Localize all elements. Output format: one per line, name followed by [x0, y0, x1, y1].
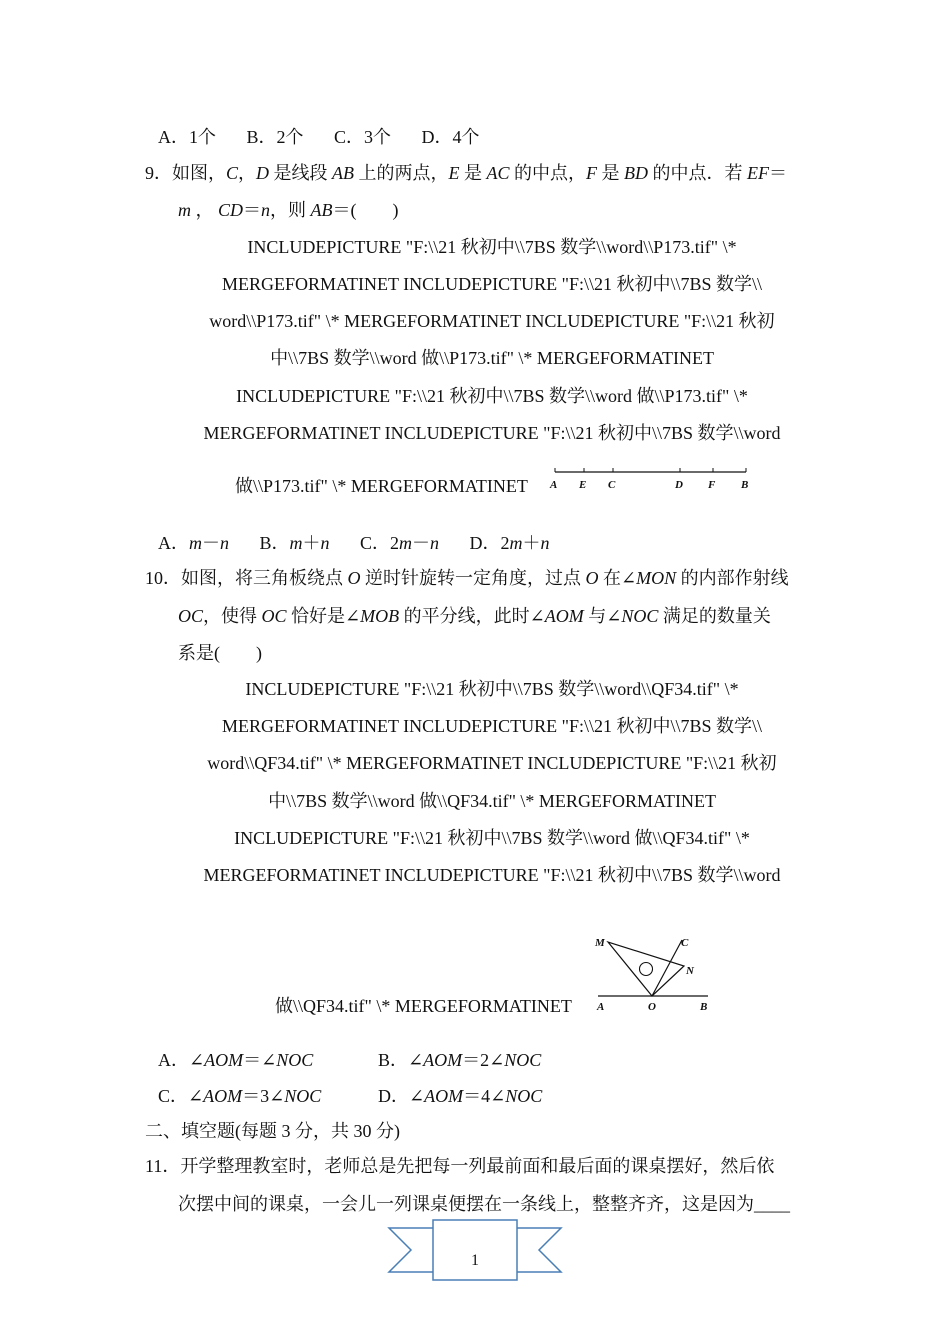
- point-label-b: B: [741, 479, 749, 491]
- q10-stem-line1: 10．如图，将三角板绕点 O 逆时针旋转一定角度，过点 O 在∠MON 的内部作射线: [145, 568, 789, 588]
- q9-stem-line1: 9．如图，C，D 是线段 AB 上的两点，E 是 AC 的中点，F 是 BD 的中点．若 EF＝: [145, 163, 788, 183]
- q9-options: [158, 532, 576, 554]
- point-label-c: C: [681, 937, 689, 949]
- q9-include-last: 做\\P173.tif" \* MERGEFORMATINET: [235, 476, 528, 496]
- q10-angle-figure: [592, 932, 714, 1014]
- point-label-d: D: [675, 479, 683, 491]
- q9-option-d: D．2m＋n: [469, 533, 550, 553]
- q10-option-b: B．∠AOM＝2∠NOC: [378, 1050, 542, 1070]
- q10-options-row2: [158, 1085, 542, 1107]
- q9-option-a: A．m－n: [158, 533, 229, 553]
- q9-option-b: B．m＋n: [259, 533, 330, 553]
- point-label-n: N: [686, 965, 694, 977]
- q8-option-d: D．4个: [421, 127, 480, 147]
- point-label-o: O: [648, 1001, 656, 1013]
- q10-option-a: A．∠AOM＝∠NOC: [158, 1050, 314, 1070]
- point-label-m: M: [595, 937, 605, 949]
- q9-include-line: INCLUDEPICTURE "F:\\21 秋初中\\7BS 数学\\word 做\\P173.tif" \*: [236, 386, 748, 406]
- q8-option-a: A．1个: [158, 127, 216, 147]
- q9-stem-line2: m ， CD＝n，则 AB＝( ): [178, 200, 399, 220]
- point-label-e: E: [579, 479, 587, 491]
- q8-option-b: B．2个: [246, 127, 304, 147]
- q10-option-d: D．∠AOM＝4∠NOC: [378, 1086, 543, 1106]
- q10-include-line: MERGEFORMATINET INCLUDEPICTURE "F:\\21 秋初中\\7BS 数学\\: [221, 716, 763, 736]
- q10-include-last: 做\\QF34.tif" \* MERGEFORMATINET: [275, 996, 572, 1016]
- page-number: 1: [471, 1252, 479, 1269]
- q11-stem-line1: 11．开学整理教室时，老师总是先把每一列最前面和最后面的课桌摆好，然后依: [145, 1156, 775, 1176]
- q9-include-line: INCLUDEPICTURE "F:\\21 秋初中\\7BS 数学\\word\\P173.tif" \*: [247, 237, 737, 257]
- point-label-c: C: [608, 479, 616, 491]
- point-label-f: F: [708, 479, 716, 491]
- q8-options: [158, 126, 506, 148]
- q10-stem-line3: 系是( ): [178, 643, 262, 663]
- q10-include-line: 中\\7BS 数学\\word 做\\QF34.tif" \* MERGEFORMATINET: [268, 791, 716, 811]
- q10-include-line: INCLUDEPICTURE "F:\\21 秋初中\\7BS 数学\\word 做\\QF34.tif" \*: [234, 828, 750, 848]
- q10-include-line: word\\QF34.tif" \* MERGEFORMATINET INCLUDEPICTURE "F:\\21 秋初: [207, 753, 777, 773]
- q10-include-line: MERGEFORMATINET INCLUDEPICTURE "F:\\21 秋初中\\7BS 数学\\word: [203, 865, 781, 885]
- q11-stem-line2: 次摆中间的课桌，一会儿一列课桌便摆在一条线上，整整齐齐，这是因为____: [178, 1194, 790, 1214]
- q10-options-row1: [158, 1049, 541, 1071]
- q9-segment-figure: [546, 462, 756, 496]
- q9-include-line: MERGEFORMATINET INCLUDEPICTURE "F:\\21 秋初中\\7BS 数学\\: [221, 274, 763, 294]
- section-2-heading: 二、填空题(每题 3 分，共 30 分): [145, 1121, 400, 1141]
- q9-option-c: C．2m－n: [360, 533, 440, 553]
- point-label-a: A: [597, 1001, 605, 1013]
- q10-stem-line2: OC，使得 OC 恰好是∠MOB 的平分线，此时∠AOM 与∠NOC 满足的数量关: [178, 606, 771, 626]
- q9-include-line: 中\\7BS 数学\\word 做\\P173.tif" \* MERGEFORMATINET: [270, 348, 714, 368]
- q10-include-line: INCLUDEPICTURE "F:\\21 秋初中\\7BS 数学\\word\\QF34.tif" \*: [245, 679, 739, 699]
- point-label-a: A: [550, 479, 558, 491]
- q8-option-c: C．3个: [334, 127, 392, 147]
- q9-include-line: MERGEFORMATINET INCLUDEPICTURE "F:\\21 秋初中\\7BS 数学\\word: [203, 423, 781, 443]
- q10-option-c: C．∠AOM＝3∠NOC: [158, 1086, 322, 1106]
- point-label-b: B: [700, 1001, 708, 1013]
- q9-include-line: word\\P173.tif" \* MERGEFORMATINET INCLUDEPICTURE "F:\\21 秋初: [209, 311, 775, 331]
